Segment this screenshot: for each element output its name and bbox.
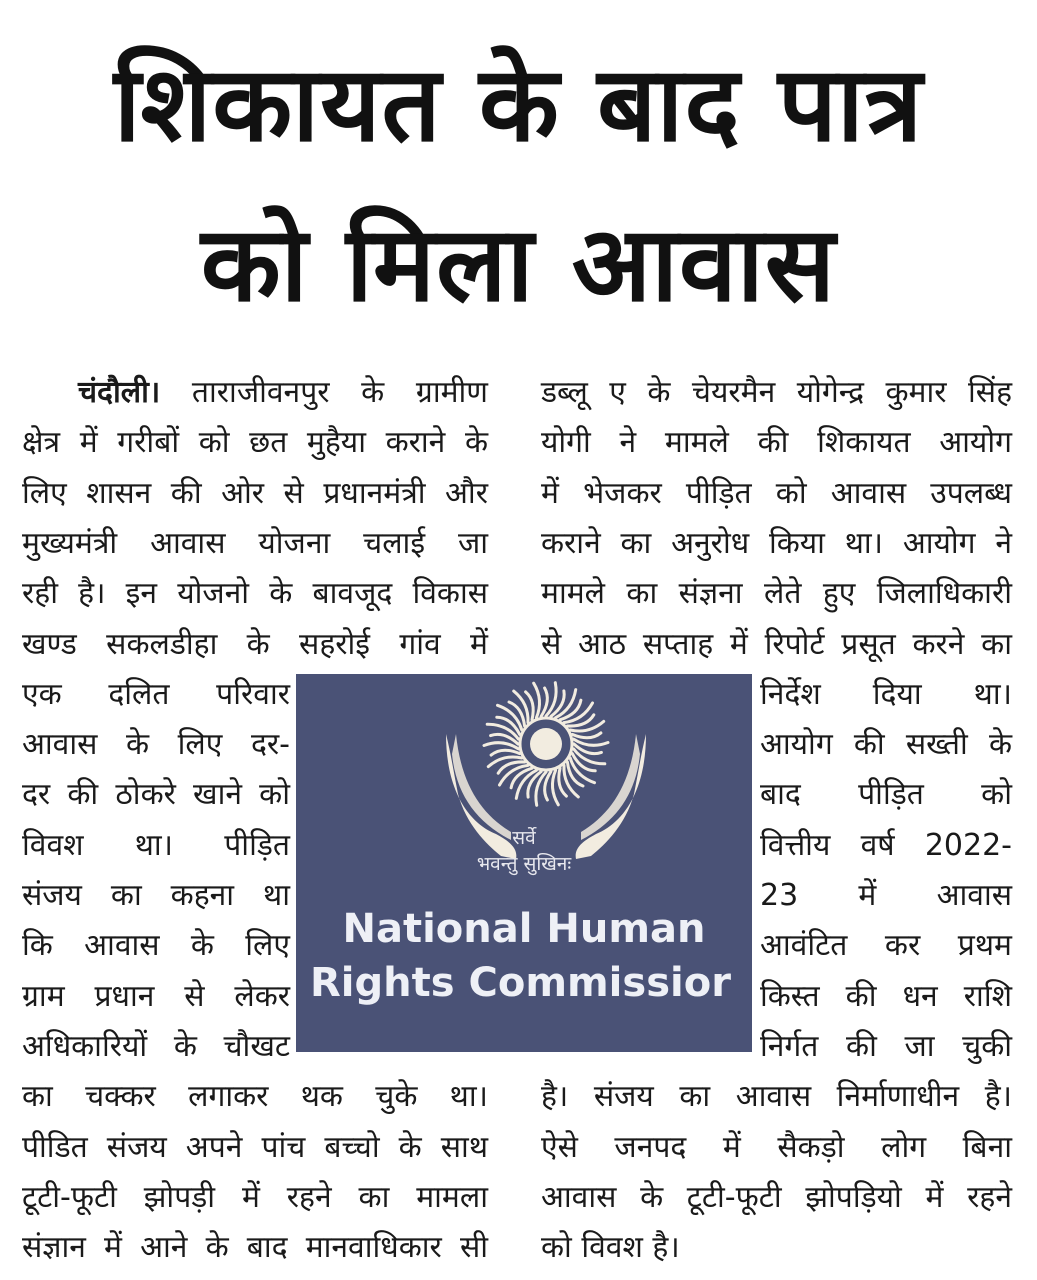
article-line: लिए शासन की ओर से प्रधानमंत्री और <box>22 475 488 511</box>
logo-name-line-2: Rights Commissior <box>310 960 731 1006</box>
article-line: एक दलित परिवार <box>22 676 290 712</box>
article-line: विवश था। पीड़ित <box>22 827 290 863</box>
article-line: डब्लू ए के चेयरमैन योगेन्द्र कुमार सिंह <box>541 375 1012 410</box>
article-line: आवास के लिए दर- <box>22 727 290 763</box>
article-line: निर्देश दिया था। <box>760 676 1012 712</box>
article-line: संजय का कहना था <box>22 878 290 913</box>
nhrc-logo-image <box>296 674 752 1052</box>
article-line: का चक्कर लगाकर थक चुके था। <box>22 1079 488 1115</box>
article-line: से आठ सप्ताह में रिपोर्ट प्रसूत करने का <box>541 626 1012 662</box>
article-line: टूटी-फूटी झोपड़ी में रहने का मामला <box>22 1179 488 1215</box>
article-line: आवंटित कर प्रथम <box>760 928 1012 964</box>
logo-motto-line-1: सर्वे <box>512 827 536 849</box>
article-line: को विवश है। <box>541 1230 680 1266</box>
article-line: किस्त की धन राशि <box>760 978 1012 1014</box>
article-line: खण्ड सकलडीहा के सहरोई गांव में <box>22 626 488 662</box>
article-line: में भेजकर पीड़ित को आवास उपलब्ध <box>541 475 1012 511</box>
headline-line-2: को मिला आवास <box>200 203 837 325</box>
article-line: है। संजय का आवास निर्माणाधीन है। <box>541 1079 1012 1115</box>
article-line: मामले का संज्ञना लेते हुए जिलाधिकारी <box>541 576 1012 612</box>
article-line-text: ताराजीवनपुर के ग्रामीण <box>191 375 488 410</box>
logo-name-line-1: National Human <box>342 906 706 952</box>
article-line: ऐसे जनपद में सैकड़ो लोग बिना <box>541 1129 1012 1165</box>
article-line: वित्तीय वर्ष 2022- <box>760 827 1012 863</box>
article-line <box>78 368 488 418</box>
article-line: ग्राम प्रधान से लेकर <box>22 978 290 1014</box>
article-line: निर्गत की जा चुकी <box>760 1028 1012 1064</box>
article-line: योगी ने मामले की शिकायत आयोग <box>541 425 1012 461</box>
article-line: कि आवास के लिए <box>22 928 290 964</box>
logo-motto-line-2: भवन्तु सुखिनः <box>476 853 572 875</box>
dateline: चंदौली। <box>78 375 161 410</box>
article-line: आवास के टूटी-फूटी झोपड़ियो में रहने <box>541 1179 1012 1215</box>
article-line: आयोग की सख्ती के <box>760 727 1012 763</box>
article-line: दर की ठोकरे खाने को <box>22 777 290 813</box>
article-line: अधिकारियों के चौखट <box>22 1028 290 1064</box>
article-line: बाद पीड़ित को <box>760 777 1012 813</box>
article-line: क्षेत्र में गरीबों को छत मुहैया कराने के <box>22 425 488 461</box>
article-line: 23 में आवास <box>760 878 1012 913</box>
article-line: संज्ञान में आने के बाद मानवाधिकार सी <box>22 1230 488 1266</box>
article-line: मुख्यमंत्री आवास योजना चलाई जा <box>22 525 488 561</box>
article-line: रही है। इन योजनो के बावजूद विकास <box>22 576 488 612</box>
article-line: पीडित संजय अपने पांच बच्चो के साथ <box>22 1129 488 1165</box>
article-line: कराने का अनुरोध किया था। आयोग ने <box>541 525 1012 561</box>
headline-line-1: शिकायत के बाद पात्र <box>113 43 924 165</box>
